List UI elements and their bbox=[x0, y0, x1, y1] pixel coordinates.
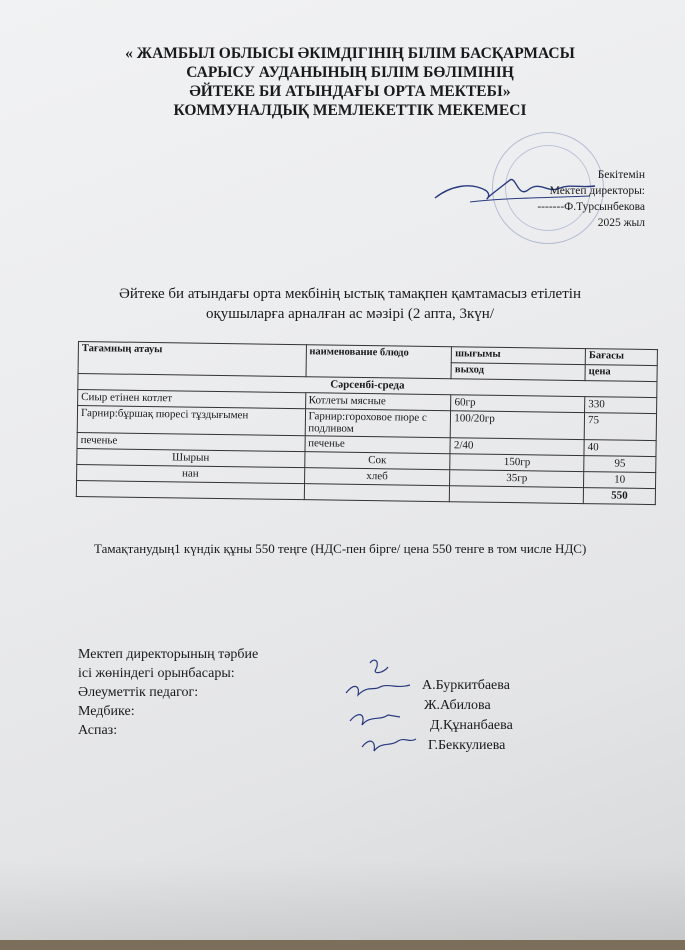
cell: нан bbox=[77, 464, 305, 483]
subheader-cell: цена bbox=[585, 365, 657, 382]
cell bbox=[304, 484, 450, 502]
cell: 35гр bbox=[450, 470, 584, 488]
cell: 150гр bbox=[450, 454, 584, 472]
cell: печенье bbox=[77, 432, 305, 451]
cell: Гарнир:гороховое пюре с подливом bbox=[305, 409, 451, 438]
staff-name: Д.Құнанбаева bbox=[430, 718, 513, 733]
cell: печенье bbox=[304, 436, 450, 454]
role-label: Әлеуметтік педагог: bbox=[78, 685, 199, 700]
cell: Котлеты мясные bbox=[305, 393, 451, 411]
approval-line: Бекітемін bbox=[597, 169, 645, 181]
day-label: Сәрсенбі-среда bbox=[78, 374, 657, 398]
menu-table bbox=[76, 341, 658, 505]
cell: 100/20гр bbox=[451, 411, 585, 440]
floor-strip bbox=[0, 940, 685, 950]
header-line: САРЫСУ АУДАНЫНЫҢ БІЛІМ БӨЛІМІНІҢ bbox=[186, 64, 514, 81]
staff-name: Г.Беккулиева bbox=[428, 738, 506, 753]
role-label: Мектеп директорының тәрбие bbox=[78, 647, 259, 662]
header-line: ӘЙТЕКЕ БИ АТЫНДАҒЫ ОРТА МЕКТЕБІ» bbox=[189, 83, 511, 100]
cell: 2/40 bbox=[450, 438, 584, 456]
shadow-overlay bbox=[0, 860, 685, 950]
organization-header bbox=[70, 44, 630, 120]
staff-names bbox=[422, 676, 513, 756]
title-line: Әйтеке би атындағы орта мекбінің ыстық тамақпен қамтамасыз етілетін bbox=[119, 286, 581, 302]
cell: 40 bbox=[584, 440, 656, 457]
total-value: 550 bbox=[583, 488, 655, 505]
staff-name: А.Буркитбаева bbox=[422, 678, 510, 693]
subheader-cell: выход bbox=[451, 363, 585, 381]
role-label: ісі жөніндегі орынбасары: bbox=[78, 666, 235, 681]
cell: 60гр bbox=[451, 395, 585, 413]
cell: Сиыр етінен котлет bbox=[78, 390, 306, 409]
staff-signatures bbox=[340, 655, 420, 765]
cell: 75 bbox=[584, 413, 656, 441]
header-cell: шығымы bbox=[452, 347, 586, 365]
daily-cost-summary: Тамақтанудың1 күндік құны 550 теңге (НДС-пен бірге/ цена 550 тенге в том числе НДС) bbox=[94, 541, 587, 556]
header-line: КОММУНАЛДЫҚ МЕМЛЕКЕТТІК МЕКЕМЕСІ bbox=[173, 102, 527, 119]
staff-name: Ж.Абилова bbox=[424, 698, 491, 713]
cell bbox=[450, 486, 584, 504]
header-cell: Тағамның атауы bbox=[78, 342, 306, 377]
staff-roles bbox=[78, 645, 258, 740]
approval-line: -------Ф.Турсынбекова bbox=[537, 201, 645, 213]
approval-line: Мектеп директоры: bbox=[549, 185, 645, 197]
cell: 95 bbox=[584, 456, 656, 473]
table-header-row bbox=[78, 342, 657, 366]
header-cell: наименование блюдо bbox=[306, 345, 452, 379]
cell: 330 bbox=[585, 397, 657, 414]
cell: 10 bbox=[584, 472, 656, 489]
cell: Гарнир:бұршақ пюресі тұздығымен bbox=[77, 406, 305, 436]
role-label: Аспаз: bbox=[78, 723, 118, 738]
title-line: оқушыларға арналған ас мәзірі (2 апта, 3күн/ bbox=[205, 306, 494, 322]
header-cell: Бағасы bbox=[585, 349, 657, 366]
cell: Сок bbox=[304, 452, 450, 470]
approval-block bbox=[537, 167, 645, 231]
header-line: « ЖАМБЫЛ ОБЛЫСЫ ӘКІМДІГІНІҢ БІЛІМ БАСҚАРМАСЫ bbox=[125, 45, 575, 62]
cell bbox=[76, 480, 304, 499]
menu-title bbox=[60, 284, 640, 324]
cell: Шырын bbox=[77, 448, 305, 467]
approval-date: 2025 жыл bbox=[597, 217, 645, 229]
role-label: Медбике: bbox=[78, 704, 135, 719]
cell: хлеб bbox=[304, 468, 450, 486]
